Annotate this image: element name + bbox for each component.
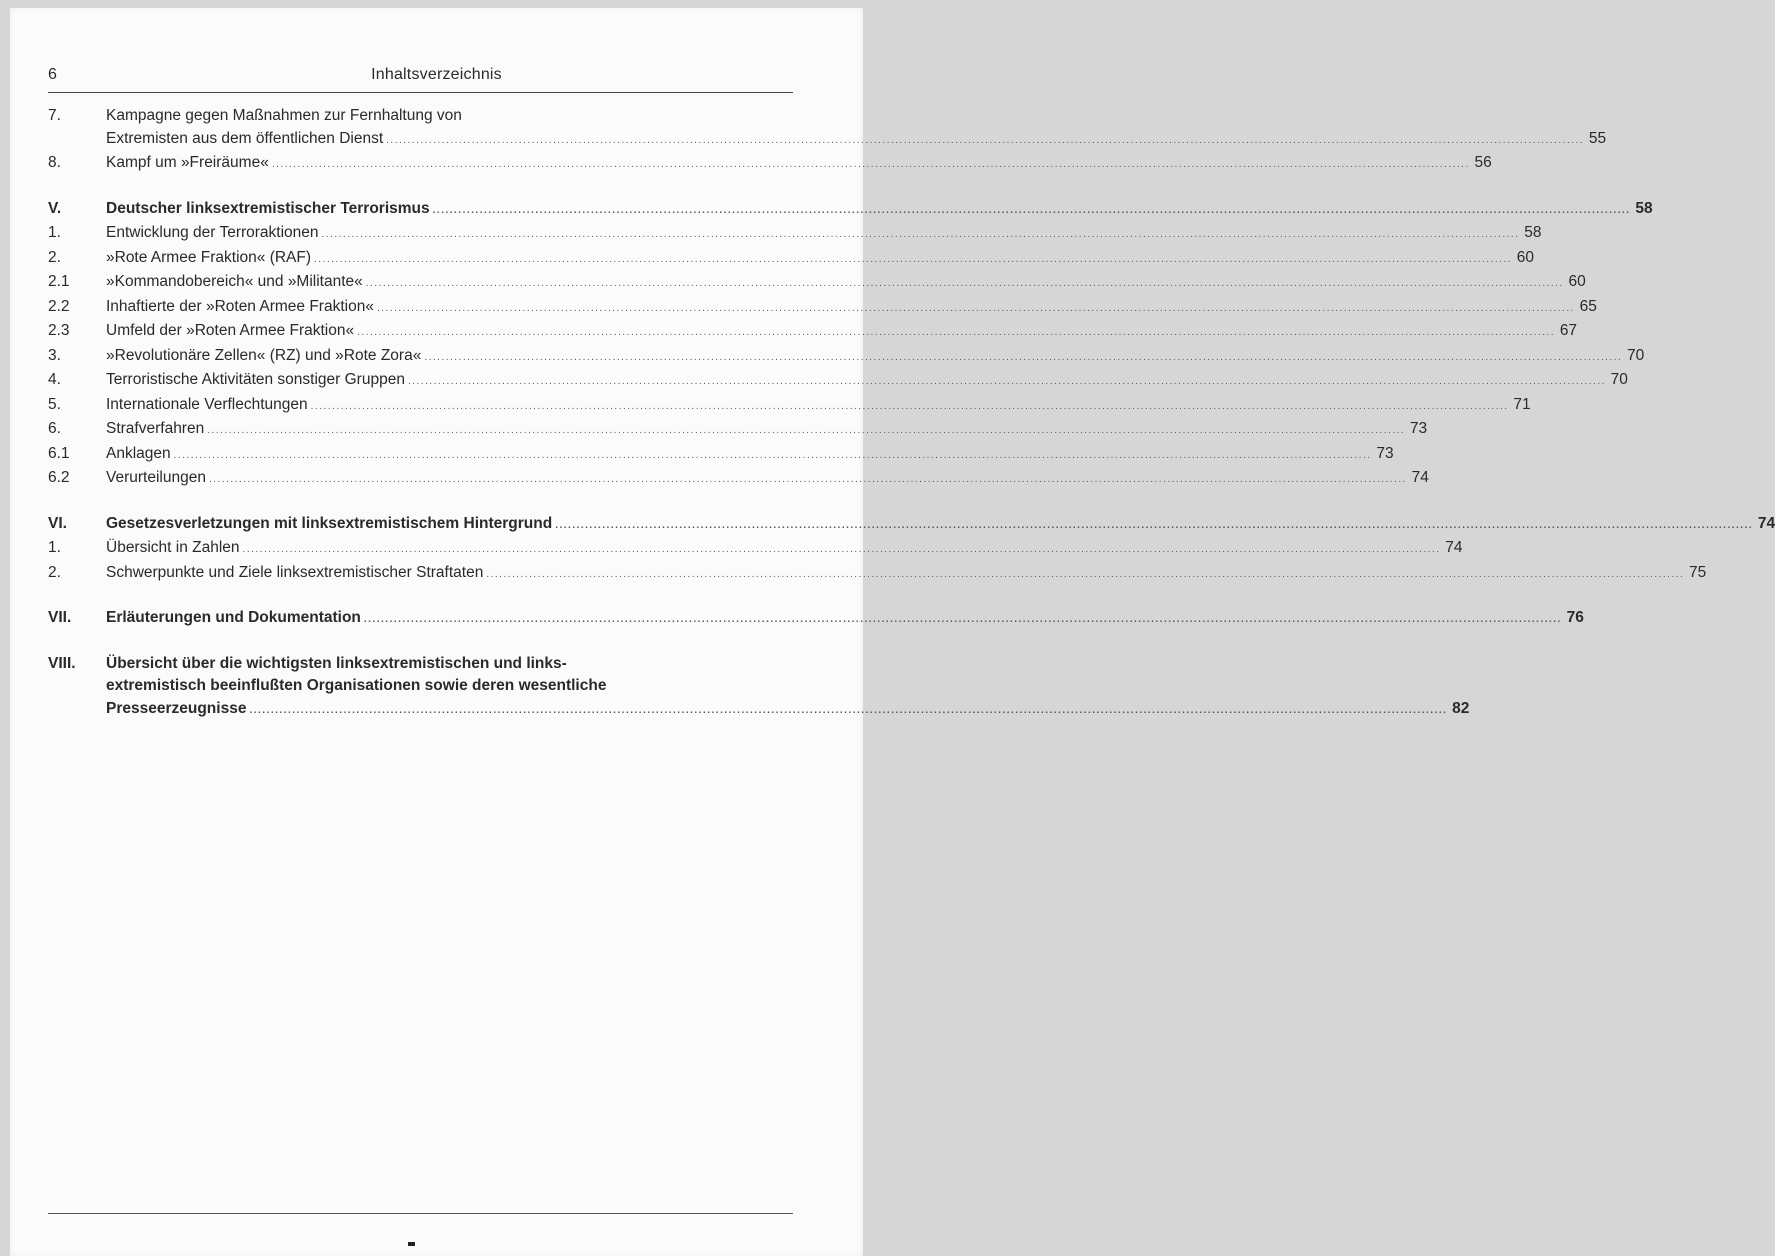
toc-entry-page: 75 [1689,563,1707,581]
toc-entry-final-line [106,320,1577,345]
dot-leader [174,445,1372,468]
toc-entry-title: Verurteilungen [106,469,206,486]
toc-entry[interactable] [48,653,1470,723]
toc-entry-page: 70 [1627,346,1645,364]
toc-entry[interactable] [48,513,1775,538]
toc-entry-title-line: Übersicht über die wichtigsten linksextremistischen und links- [106,654,567,672]
toc-entry-final-line [106,562,1706,587]
toc-entry-final-line [106,394,1531,419]
toc-entry-final-line [106,198,1653,223]
section-gap [48,632,793,653]
toc-entry-final-line [106,418,1427,443]
toc-entry[interactable] [48,345,1645,370]
dot-leader [322,224,1520,247]
toc-entry-title: Presseerzeugnisse [106,699,247,717]
dot-leader [408,371,1606,394]
toc-entry-title: Extremisten aus dem öffentlichen Dienst [106,129,384,147]
toc-entry[interactable] [48,537,1463,562]
toc-entry-number: 2. [48,248,61,266]
toc-entry-page: 55 [1588,129,1607,147]
toc-entry-title: Entwicklung der Terroraktionen [106,224,319,241]
toc-entry-page: 58 [1635,199,1653,217]
toc-entry[interactable] [48,443,1394,468]
dot-leader [207,420,1405,443]
toc-entry-page: 71 [1513,395,1531,413]
toc-entry-page: 74 [1757,514,1775,532]
toc-entry-body [106,443,1394,468]
toc-entry-page: 70 [1610,371,1628,388]
toc-entry-final-line [106,467,1429,492]
toc-entry-page: 74 [1445,539,1463,556]
toc-entry[interactable] [48,105,1607,152]
toc-entry-number: 6.2 [48,469,70,486]
toc-entry-title: Strafverfahren [106,420,205,437]
toc-entry-body [106,105,1606,152]
toc-entry-page: 65 [1579,297,1597,315]
toc-entry-page: 74 [1411,469,1429,486]
toc-entry-page: 73 [1376,444,1394,462]
page-header [10,66,863,90]
toc-entry-body [106,562,1706,587]
toc-entry-number: 2.3 [48,322,70,339]
toc-entry-final-line [106,698,1469,723]
toc-entry-title-line: Kampagne gegen Maßnahmen zur Fernhaltung von [106,107,462,124]
dot-leader [357,322,1555,345]
toc-entry[interactable] [48,222,1542,247]
toc-entry-page: 73 [1409,420,1428,437]
toc-entry-title: Kampf um »Freiräume« [106,154,269,171]
section-gap [48,492,793,513]
toc-entry-title: Anklagen [106,444,171,462]
dot-leader [249,700,1447,723]
page-number: 6 [48,66,57,83]
toc-entry-title: Internationale Verflechtungen [106,395,308,413]
toc-entry-title: Schwerpunkte und Ziele linksextremistischer Straftaten [106,563,484,581]
toc-entry[interactable] [48,607,1584,632]
section-gap [48,586,793,607]
toc-entry-body [106,320,1577,345]
header-rule [48,92,793,93]
toc-entry-title: »Rote Armee Fraktion« (RAF) [106,248,312,266]
toc-entry-final-line [106,513,1775,538]
toc-entry-body [106,198,1653,223]
toc-entry-title: Übersicht in Zahlen [106,539,240,556]
toc-entry-final-line [106,443,1394,468]
toc-entry-page: 58 [1524,224,1542,241]
dot-leader [209,469,1407,492]
section-gap [48,177,793,198]
toc-entry-number: VI. [48,514,67,532]
toc-entry-number: V. [48,199,62,217]
document-page [10,8,1775,1256]
toc-entry[interactable] [48,152,1492,177]
dot-leader [314,249,1512,272]
toc-entry-final-line [106,152,1492,177]
toc-entry-number: 2.2 [48,297,70,315]
dot-leader [364,609,1562,632]
toc-entry-final-line [106,128,1606,153]
toc-entry[interactable] [48,271,1586,296]
toc-entry-number: VII. [48,609,72,626]
toc-entry-title: »Revolutionäre Zellen« (RZ) und »Rote Zora« [106,346,422,364]
toc-entry-number: 5. [48,395,61,413]
toc-entry-title: Erläuterungen und Dokumentation [106,609,361,626]
toc-entry-number: 6. [48,420,61,437]
toc-entry-title: Deutscher linksextremistischer Terrorismus [106,199,430,217]
toc-entry-title: Gesetzesverletzungen mit linksextremistischem Hintergrund [106,514,553,532]
footer-rule [48,1213,793,1214]
toc-entry-body [106,271,1586,296]
toc-entry-body [106,152,1492,177]
toc-entry-number: 4. [48,371,61,388]
dot-leader [433,200,1631,223]
toc-entry-number: VIII. [48,654,76,672]
toc-entry-final-line [106,537,1462,562]
dot-leader [486,564,1684,587]
toc-entry-body [106,296,1597,321]
dot-leader [424,347,1622,370]
toc-entry-number: 7. [48,107,61,124]
toc-entry-final-line [106,222,1541,247]
toc-entry-title: »Kommandobereich« und »Militante« [106,273,363,290]
toc-entry-page: 56 [1474,154,1492,171]
toc-entry-body [106,653,1469,723]
toc-entry[interactable] [48,562,1707,587]
toc-entry-number: 1. [48,224,61,241]
toc-entry-number: 2. [48,563,61,581]
toc-entry-body [106,222,1541,247]
toc-entry-number: 6.1 [48,444,70,462]
running-title: Inhaltsverzeichnis [371,66,502,83]
dot-leader [377,298,1575,321]
toc-entry-title: Terroristische Aktivitäten sonstiger Gruppen [106,371,405,388]
toc-entry-body [106,537,1462,562]
toc-entry-body [106,467,1429,492]
toc-entry[interactable] [48,320,1578,345]
dot-leader [386,130,1584,153]
toc-entry-body [106,394,1531,419]
toc-entry-body [106,607,1584,632]
toc-entry-page: 60 [1516,248,1534,266]
toc-entry[interactable] [48,247,1534,272]
toc-entry-page: 60 [1568,273,1586,290]
toc-entry-number: 8. [48,154,61,171]
table-of-contents [48,105,1775,722]
toc-entry[interactable] [48,296,1597,321]
toc-entry-final-line [106,369,1628,394]
toc-entry-number: 1. [48,539,61,556]
toc-entry-final-line [106,345,1644,370]
dot-leader [272,154,1470,177]
toc-entry[interactable] [48,198,1653,223]
toc-entry-title-line: extremistisch beeinflußten Organisationen sowie deren wesentliche [106,677,607,694]
dot-leader [366,273,1564,296]
toc-entry-body [106,247,1534,272]
toc-entry-number: 3. [48,346,61,364]
toc-entry-final-line [106,247,1534,272]
toc-entry[interactable] [48,467,1429,492]
toc-entry-final-line [106,296,1597,321]
toc-entry-page: 76 [1566,609,1584,626]
toc-entry-body [106,418,1427,443]
toc-entry-body [106,345,1644,370]
toc-entry-number: 2.1 [48,273,70,290]
toc-entry[interactable] [48,369,1628,394]
toc-entry-body [106,513,1775,538]
toc-entry-page: 82 [1452,699,1470,717]
toc-entry-title: Inhaftierte der »Roten Armee Fraktion« [106,297,374,315]
toc-entry[interactable] [48,418,1428,443]
toc-entry-body [106,369,1628,394]
toc-entry-final-line [106,607,1584,632]
dot-leader [243,539,1441,562]
toc-entry[interactable] [48,394,1531,419]
toc-entry-page: 67 [1559,322,1578,339]
toc-entry-title: Umfeld der »Roten Armee Fraktion« [106,322,355,339]
toc-entry-final-line [106,271,1586,296]
dot-leader [555,515,1753,538]
page-mark [408,1242,415,1246]
dot-leader [311,396,1509,419]
